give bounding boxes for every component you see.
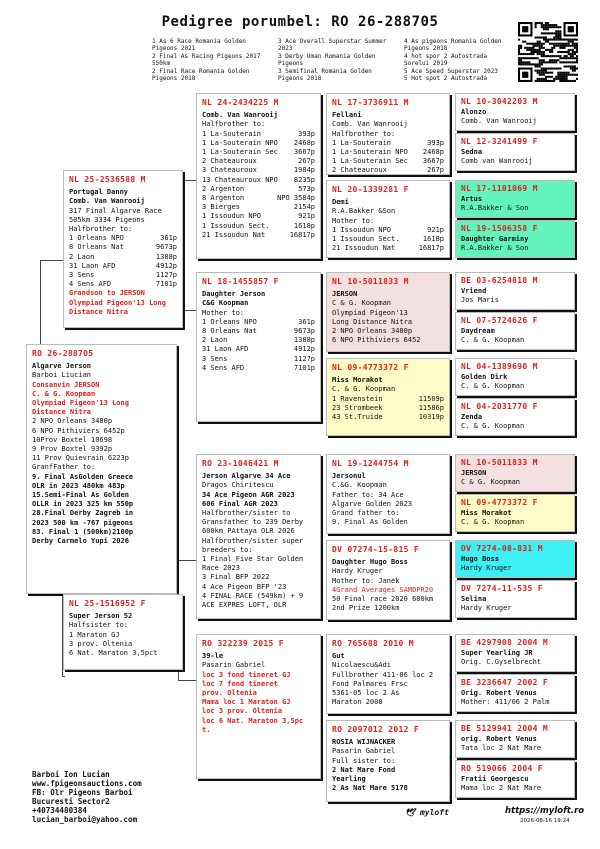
ring-number: RO 322239 2015 F [202,639,284,648]
result-line: ACE EXPRES LOFT, OLR [202,601,287,610]
result-line: 6 NPO Pithiviers 6452 [332,336,421,345]
result-line: 10Prov Boxtel 10698 [32,435,113,444]
ancestor-g4-card[interactable] [455,634,575,672]
note-line: 4Grand Averages SAMDPR20 [332,585,434,594]
contact-line[interactable]: lucian_barboi@yahoo.com [32,815,138,824]
breeder: Dragos Chiritescu [202,481,274,490]
site-link[interactable]: https://myloft.ro [505,806,585,816]
achievement-line: 3 Semifinal Romania Golden [278,67,372,75]
qr-code-icon[interactable] [518,22,578,82]
pigeon-name: Fratii Georgescu [461,775,529,784]
ring-number: NL 19-1506358 F [461,224,538,233]
breeder: Pasarin Gabriel [332,747,396,756]
result-line: 3 Final BFP 2022 [202,573,270,582]
result-row: 1 Ravenstein 11509p [332,394,444,403]
achievement-line: 3 Derby Uman Romania Golden [278,52,376,60]
ring-number: RO 23-1046421 M [202,459,279,468]
result-row: 1 Issoudun NPO 921p [332,225,444,234]
note-line: loc 3 fond tineret GJ [202,670,291,679]
breeder: Pasarin Gabriel [202,661,266,670]
pigeon-name: ROSIA WIJNACKER [332,738,396,747]
ancestor-g4-card[interactable] [455,540,575,578]
ring-number: DV 7274-11-535 F [461,584,543,593]
result-line: Halfbrother to: [202,120,266,129]
achievement-line: 4 hot spor 2 Autostrada [404,52,488,60]
breeder: C&G Koopman [202,299,249,308]
pigeon-name: Super Jerson 52 [69,612,133,621]
pigeon-name: JERSON [332,290,358,299]
pigeon-name: Vriend [461,287,487,296]
result-row: 21 Issoudun Nat 16817p [202,230,315,239]
myloft-logo [405,808,449,817]
ring-number: NL 17-1101069 M [461,184,538,193]
breeder: R.A.Bakker & Son [461,204,529,213]
note-line: Distance Nitra [32,408,92,417]
result-line: OLLR in 2023 325 km 550p [32,500,134,509]
note-line: Distance Nitra [69,307,129,316]
achievement-line: 2 Final Race Romania Golden [152,67,250,75]
ring-number: RO 2097012 2012 F [332,725,419,734]
ancestor-g4-card[interactable] [455,358,575,396]
result-row: 8 Orleans Nat 9673p [69,243,177,252]
grandfather-maternal-card[interactable] [196,454,321,619]
result-line: Grand father to: [332,509,400,518]
ring-number: NL 20-1339281 F [332,185,409,194]
result-line: Halfbrother/sister super [202,536,304,545]
result-line: 50 Final race 2020 600km [332,595,434,604]
result-row: 1 La-Souterain NPO 2468p [202,138,315,147]
breeder: Hardy Kruger [461,604,512,613]
result-line: 2 NPO Orleans 3480p [332,327,413,336]
achievement-line: Pigeons 2018 [404,45,448,53]
achievement-line: 1 As 6 Race Romania Golden [152,38,246,45]
result-row: 3 Sens 1127p [202,354,315,363]
connector-line [62,676,65,677]
breeder: C. & G. Koopman [461,336,525,345]
result-line: 5361-05 loc 2 As [332,689,400,698]
contact-line: FB: Olr Pigeons Barboi [32,788,133,797]
result-row: 2 Laon 1388p [202,336,315,345]
breeder: Hardy Kruger [461,564,512,573]
result-line: 83. Final 1 (500km)2100p [32,527,134,536]
ring-number: NL 10-5011833 M [461,458,538,467]
ancestor-g4-card[interactable] [455,220,575,258]
result-line: 317 Final Algarve Race [69,206,162,215]
ancestor-g4-card[interactable] [455,454,575,492]
pigeon-name: Miss Morakot [461,509,512,518]
breeder: Jos Maris [461,296,499,305]
result-line: Halfbrother to: [332,129,396,138]
connector-line [178,680,196,681]
result-line: Mother to: [332,216,375,225]
ring-number: NL 18-1455857 F [202,277,279,286]
result-line: Long Distance Nitra [332,317,413,326]
ring-number: NL 25-1516952 F [69,599,146,608]
result-line: Maraton 2008 [332,698,383,707]
contact-info [32,770,142,824]
result-line: Derby Carmelo Yupi 2026 [32,537,129,546]
ring-number: RO 765688 2010 M [332,639,414,648]
note-line: loc 6 Nat. Maraton 3,5pc [202,716,304,725]
result-line: 606 Final AGR 2023 [202,499,278,508]
pigeon-name: Artus [461,195,483,204]
achievement-line: 550km [152,60,171,68]
note-line: Olympiad Pigeon'13 Long [32,399,129,408]
result-line: 1 Maraton GJ [69,630,120,639]
result-row: 1 La-Souterain Sec 3667p [332,157,444,166]
achievement-line: Pigeons 2018 [278,75,322,83]
breeder: Mama loc 2 Nat Mare [461,784,542,793]
achievement-line: Pigeons 2021 [152,45,196,53]
breeder: Comb van Wanrooij [461,157,533,166]
result-row: 1 Orleans NPO 361p [202,317,315,326]
breeder: Barboi Liucian [32,371,92,380]
result-row: 3 Sens 1127p [69,271,177,280]
achievement-line: Pigeons [278,60,304,68]
ancestor-mfm-card[interactable] [326,540,450,620]
result-line: Halfbrother to: [69,225,133,234]
result-row: 1 Issoudun Sect. 1618p [332,235,444,244]
ring-number: DV 07274-15-815 F [332,545,419,554]
result-line: 4 FINAL RACE (549km) + 9 [202,591,304,600]
ring-number: NL 04-1389690 M [461,362,538,371]
result-line: 15.Semi-Final As Golden [32,491,129,500]
pigeon-name: Daughter Hugo Boss [332,558,408,567]
pigeon-name: Fellani [332,111,362,120]
ring-number: RO 519066 2004 F [461,764,543,773]
pigeon-name: 39-le [202,652,224,661]
ring-number: DV 7274-08-831 M [461,544,543,553]
pigeon-name: Hugo Boss [461,555,499,564]
ancestor-mmf-card[interactable] [326,634,450,714]
pigeon-name: Gut [332,652,345,661]
result-line: 2023 500 km -767 pigeons [32,518,134,527]
ring-number: NL 04-2031770 F [461,402,538,411]
ancestor-g4-card[interactable] [455,760,575,798]
ring-number: NL 09-4773372 F [461,498,538,507]
ring-number: NL 07-5724626 F [461,316,538,325]
result-row: 4 Sens AFD 7101p [202,363,315,372]
result-row: 31 Laon AFD 4912p [69,261,177,270]
ring-number: NL 09-4773372 F [332,363,409,372]
pigeon-name: Demi [332,198,349,207]
result-line: 9 Prov Boxtel 9392p [32,445,113,454]
ancestor-g4-card[interactable] [455,93,575,131]
ring-number: NL 17-3736911 M [332,98,409,107]
note-line: Consanvin JERSON [32,380,100,389]
pigeon-name: Super Yearling JR [461,649,533,658]
breeder: Mother: 411/06 2 Palm [461,698,550,707]
breeder: C & G. Koopman [461,478,521,487]
result-row: 3 Bierges 2154p [202,203,315,212]
connector-line [40,260,65,261]
result-line: Fond Palmares Frsc [332,679,408,688]
breeder: Orig. C.Gyselbrecht [461,658,542,667]
result-row: 2 Chateauroux 267p [332,166,444,175]
achievement-line: Pigeons 2018 [152,75,196,83]
pigeon-name: Selina [461,595,487,604]
breeder: Tata loc 2 Nat Mare [461,744,542,753]
result-line: OLR in 2023 480km 483p [32,481,125,490]
result-line: 600km PAttaya OLR 2026 [202,527,295,536]
result-line: Fullbrother 411-06 loc 2 [332,670,434,679]
result-line: 9. Final As Golden [332,518,408,527]
ancestor-g4-card[interactable] [455,674,575,712]
result-row: 21 Issoudun Nat 16817p [332,244,444,253]
result-line: breeders to: [202,545,253,554]
result-row: 1 Orleans NPO 361p [69,234,177,243]
achievement-line: 5 Ace Speed Superstar 2023 [404,67,498,75]
ring-number: NL 10-5011833 M [332,277,409,286]
note-line: Olympiad Pigeon'13 Long [69,298,166,307]
ring-number: BE 4297908 2004 M [461,638,548,647]
result-line: 6 NPO Pithiviers 6452p [32,426,125,435]
pigeon-name: JERSON [461,469,487,478]
achievement-line: 4 As pigeons Romania Golden [404,38,502,45]
result-line: Algarve Golden 2023 [332,499,413,508]
ring-number: BE 03-6254818 M [461,276,538,285]
ring-number: BE 5129941 2004 M [461,724,548,733]
bird-icon: 🕊 [405,808,416,817]
pigeon-name: Daydream [461,327,495,336]
result-row: 1 Issoudun NPO 921p [202,212,315,221]
result-line: 1 Final Five Star Golden [202,555,304,564]
achievements-col-1 [152,38,272,82]
ring-number: NL 19-1244754 M [332,459,409,468]
result-row: 3 Chateauroux 1984p [202,166,315,175]
note-line: prov. Oltenia [202,689,257,698]
breeder: Comb. Van Wanrooij [332,120,408,129]
achievement-line: Sorelui 2019 [404,60,448,68]
result-line: 2 Nat Mare Fond [332,765,396,774]
note-line: loc 7 fond tineret [202,679,278,688]
note-line: Mama loc 1 Maraton GJ [202,698,291,707]
result-line: 11 Prov Quievrain 6223p [32,454,129,463]
result-line: 28.Final Derby Zagreb in [32,509,134,518]
pigeon-name: Sedna [461,148,483,157]
result-line: 3 prov. Oltenia [69,639,133,648]
mother-card[interactable] [63,594,183,670]
ancestor-g4-card[interactable] [455,720,575,758]
pigeon-name: Algarve Jerson [32,362,92,371]
result-line: Mother to: [202,308,245,317]
pigeon-name: Comb. Van Wanrooij [202,111,278,120]
breeder: R.A.Bakker &Son [332,207,396,216]
connector-line [40,260,41,350]
result-row: 8 Orleans Nat 9673p [202,327,315,336]
breeder: Nicolaescu&Adi [332,661,392,670]
result-row: 23 Strombeek 11586p [332,403,444,412]
achievement-line: 2023 [278,45,293,53]
ancestor-fmf-card[interactable] [326,272,450,352]
father-card[interactable] [63,170,183,328]
contact-line: Bucuresti Sector2 [32,797,110,806]
contact-line: +40734480384 [32,806,87,815]
pigeon-card[interactable] [26,344,177,594]
result-row: 1 La-Souterain Sec 3667p [202,148,315,157]
result-line: 2nd Prize 1200km [332,604,400,613]
breeder: R.A.Bakker & Son [461,244,529,253]
result-row: 2 Argenton 573p [202,184,315,193]
result-line: Mother to: Janek [332,576,400,585]
result-line: 2 NPO Orleans 3480p [32,417,113,426]
grandfather-paternal-card[interactable] [196,93,321,259]
note-line: Grandson to JERSON [69,289,145,298]
ring-number: NL 10-3042203 M [461,97,538,106]
result-row: 31 Laon AFD 4912p [202,345,315,354]
note-line: C. & G. Koopman [32,389,96,398]
grandmother-paternal-card[interactable] [196,272,321,422]
result-line: Father to: 34 Ace [332,490,404,499]
result-row: 1 La-Souterain 393p [202,129,315,138]
pigeon-name: Daughter Jerson [202,290,266,299]
pigeon-name: Alonzo [461,108,487,117]
connector-line [178,560,196,561]
result-line: Halfsister to: [69,621,129,630]
result-line: 9. Final AsGolden Greece [32,472,134,481]
breeder: Hardy Kruger [332,567,383,576]
note-line: loc 3 prov. Oltenia [202,707,283,716]
ancestor-ffm-card[interactable] [326,180,450,258]
logo-text: myloft [419,808,449,817]
ancestor-mmm-card[interactable] [326,720,450,802]
result-row: 2 Laon 1388p [69,252,177,261]
grandmother-maternal-card[interactable] [196,634,321,779]
breeder: C. & G. Koopman [461,422,525,431]
pigeon-name: Jerson Algarve 34 Ace [202,472,291,481]
achievement-line: 5 Hot spot 2 Autostrada [404,75,488,83]
pigeon-name: Miss Morakot [332,376,383,385]
result-row: 1 La-Souterain 393p [332,138,444,147]
pigeon-name: Golden Dirk [461,373,508,382]
achievements-col-2 [278,38,398,82]
ring-number: NL 12-3241499 F [461,137,538,146]
result-line: Olympiad Pigeon'13 [332,308,408,317]
result-row: 1 Issoudun Sect. 1618p [202,221,315,230]
breeder: C. & G. Koopman [332,385,396,394]
ancestor-fmm-card[interactable] [326,358,450,436]
ancestor-fff-card[interactable] [326,93,450,175]
ancestor-g4-card[interactable] [455,398,575,436]
breeder: Comb. Van Wanrooij [461,117,537,126]
result-line: 505km 3334 Pigeons [69,215,145,224]
result-line: Yearling [332,775,366,784]
result-row: 4 Sens AFD 7101p [69,280,177,289]
result-row: 2 Chateauroux 267p [202,157,315,166]
achievement-line: 2 Final As Racing Pigeons 2017 [152,52,261,60]
contact-line[interactable]: www.fpigeonsauctions.com [32,779,142,788]
ring-number: RO 26-288705 [32,349,94,358]
ring-number: BE 3236647 2002 F [461,678,548,687]
result-row: 8 Argenton NPO 3584p [202,194,315,203]
contact-line: Barboi Ion Lucian [32,770,110,779]
ancestor-g4-card[interactable] [455,580,575,618]
pigeon-name: Daughter Garminy [461,235,529,244]
breeder: Comb. Van Wanrooij [69,197,145,206]
breeder: C. & G. Koopman [461,518,525,527]
ancestor-g4-card[interactable] [455,133,575,171]
achievement-line: 3 Ace Overall Superstar Summer [278,38,387,45]
result-line: 4 Ace Pigeon BFP '23 [202,582,287,591]
ancestor-g4-card[interactable] [455,272,575,310]
breeder: C. & G. Koopman [461,382,525,391]
pigeon-name: Zenda [461,413,483,422]
ring-number: NL 24-2434225 M [202,98,279,107]
result-line: 6 Nat. Maraton 3,5pct [69,649,158,658]
result-row: 43 St.Truide 10319p [332,413,444,422]
result-line: C & G. Koopman [332,299,392,308]
pigeon-name: orig. Robert Venus [461,735,537,744]
result-line: Race 2023 [202,564,240,573]
result-line: 2 As Nat Mare 5178 [332,784,408,793]
ancestor-g4-card[interactable] [455,180,575,218]
pigeon-name: Portugal Danny [69,188,129,197]
date-stamp: 2026-08-16 19:24 [520,818,570,824]
result-row: 1 La-Souterain NPO 2468p [332,148,444,157]
ancestor-g4-card[interactable] [455,494,575,532]
page-title: Pedigree porumbel: RO 26-288705 [161,14,439,30]
ring-number: NL 25-2536588 M [69,175,146,184]
ancestor-g4-card[interactable] [455,312,575,350]
result-line: C.&G. Koopman [332,481,387,490]
result-line: 34 Ace Pigeon AGR 2023 [202,490,295,499]
achievements-col-3 [404,38,514,82]
pigeon-name: Orig. Robert Venus [461,689,537,698]
result-line: Full sister to: [332,756,396,765]
ancestor-mff-card[interactable] [326,454,450,534]
note-line: t. [202,725,211,734]
result-line: GranfFather to: [32,463,96,472]
pigeon-name: Jersonul [332,472,366,481]
result-line: Halfbrother/sister to [202,509,291,518]
result-row: 13 Chateauroux NPO 8235p [202,175,315,184]
result-line: Gransfather to 239 Derby [202,518,304,527]
